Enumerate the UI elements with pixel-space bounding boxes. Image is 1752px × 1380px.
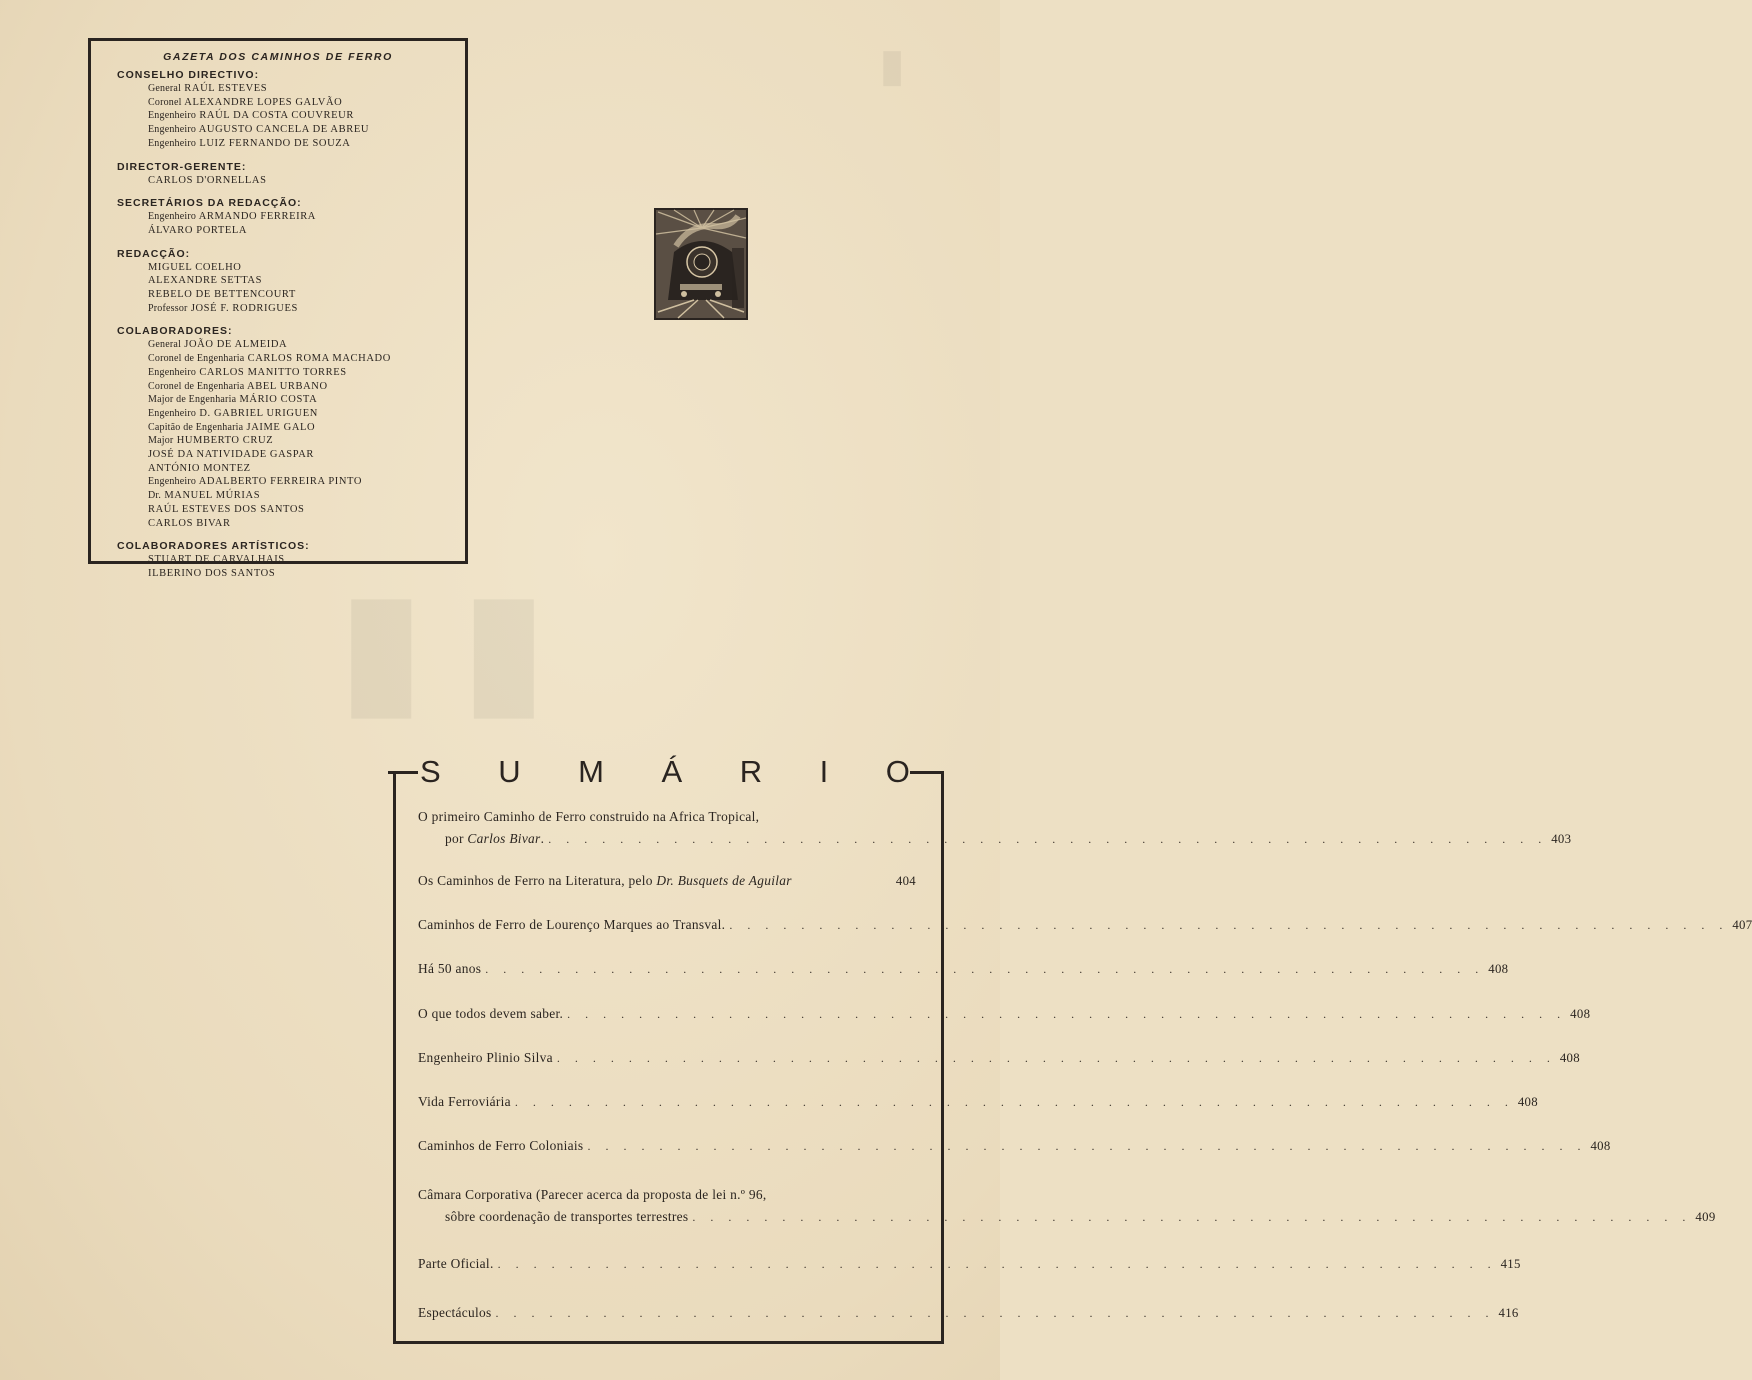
summary-entry-text: Engenheiro Plinio Silva (418, 1050, 553, 1065)
summary-entry (418, 1253, 1521, 1275)
masthead-section-heading: COLABORADORES: (117, 325, 233, 338)
masthead-person (117, 224, 465, 238)
summary-entry-author: Carlos Bivar (467, 831, 541, 846)
summary-entry (418, 914, 1752, 936)
person-name: ANTÓNIO MONTEZ (148, 462, 251, 474)
leader-dots: . . . . . . . . . . . . . . . . . . . . . . . . . . . . . . . . . . . . . . . . . . . . . . . . . . . . . . . . (485, 962, 1485, 976)
person-title: Engenheiro (148, 124, 197, 136)
person-name: STUART DE CARVALHAIS (148, 554, 285, 566)
summary-entry-text: sôbre coordenação de transportes terrestres (445, 1209, 689, 1224)
person-name: JAIME GALO (246, 421, 316, 433)
summary-entry-line (418, 914, 1752, 936)
person-title: General (148, 339, 182, 351)
masthead-person (117, 421, 465, 435)
person-title: Dr. (148, 490, 162, 502)
masthead-person (117, 553, 465, 567)
summary-entry-line (418, 1206, 1716, 1228)
masthead-person (117, 261, 465, 275)
summary-entry-line (418, 870, 916, 892)
locomotive-emblem (654, 208, 748, 320)
summary-entry-text: Caminhos de Ferro Coloniais (418, 1138, 584, 1153)
masthead-person (117, 137, 465, 151)
person-name: RAÚL ESTEVES (184, 83, 268, 94)
masthead-person (117, 407, 465, 421)
leader-dots: . . . . . . . . . . . . . . . . . . . . . . . . . . . . . . . . . . . . . . . . . . . . . . . . . . . . . . . . (514, 1095, 1514, 1109)
person-name: ILBERINO DOS SANTOS (148, 567, 276, 579)
masthead-title: GAZETA DOS CAMINHOS DE FERRO (163, 51, 393, 63)
summary-entry-line (418, 1253, 1521, 1275)
summary-page-number: 403 (1551, 832, 1572, 846)
summary-entry-author: Dr. Busquets de Aguilar (656, 873, 792, 888)
summary-entry-text: Os Caminhos de Ferro na Literatura, pelo Dr. Busquets de Aguilar (418, 873, 792, 888)
masthead-section-heading: SECRETÁRIOS DA REDACÇÃO: (117, 197, 302, 210)
person-name: CARLOS BIVAR (148, 517, 231, 529)
leader-dots: . . . . . . . . . . . . . . . . . . . . . . . . . . . . . . . . . . . . . . . . . . . . . . . . . . . . . . . . (729, 918, 1729, 932)
leader-dots: . . . . . . . . . . . . . . . . . . . . . . . . . . . . . . . . . . . . . . . . . . . . . . . . . . . . . . . . (556, 1051, 1556, 1065)
summary-entry (418, 870, 916, 892)
summary-page-number: 408 (1590, 1139, 1611, 1153)
person-name: HUMBERTO CRUZ (176, 435, 274, 447)
leader-dots: . . . . . . . . . . . . . . . . . . . . . . . . . . . . . . . . . . . . . . . . . . . . . . . . . . . . . . . . (495, 1306, 1495, 1320)
summary-entry-text: O que todos devem saber. (418, 1006, 564, 1021)
person-title: Engenheiro (148, 137, 197, 149)
person-name: CARLOS D'ORNELLAS (148, 174, 267, 186)
person-name: REBELO DE BETTENCOURT (148, 289, 296, 301)
person-name: LUIZ FERNANDO DE SOUZA (199, 137, 351, 149)
summary-heading-letter: R (739, 754, 763, 789)
summary-heading-letter: Á (661, 754, 683, 789)
summary-entry-line (418, 1135, 1611, 1157)
person-name: JOSÉ F. RODRIGUES (190, 302, 298, 314)
summary-entry (418, 1135, 1611, 1157)
person-name: JOÃO DE ALMEIDA (184, 339, 288, 351)
masthead-person (117, 274, 465, 288)
person-title: General (148, 83, 182, 94)
summary-page-number: 416 (1498, 1306, 1519, 1320)
masthead-person (117, 434, 465, 448)
summary-entry (418, 806, 1572, 850)
masthead-person (117, 338, 465, 352)
masthead-person (117, 567, 465, 581)
person-name: RAÚL ESTEVES DOS SANTOS (148, 503, 305, 515)
leader-dots: . . . . . . . . . . . . . . . . . . . . . . . . . . . . . . . . . . . . . . . . . . . . . . . . . . . . . . . . (567, 1007, 1567, 1021)
person-title: Professor (148, 302, 188, 314)
person-name: ADALBERTO FERREIRA PINTO (198, 476, 363, 488)
summary-entry-text: Espectáculos (418, 1305, 492, 1320)
summary-entry (418, 1047, 1580, 1069)
masthead-section-heading: CONSELHO DIRECTIVO: (117, 69, 260, 81)
leader-dots: . . . . . . . . . . . . . . . . . . . . . . . . . . . . . . . . . . . . . . . . . . . . . . . . . . . . . . . . (548, 832, 1548, 846)
summary-entry-line (418, 958, 1509, 980)
summary-entry-line (418, 1003, 1591, 1025)
summary-page-number: 407 (1732, 918, 1752, 932)
summary-entry-line (418, 1302, 1519, 1324)
person-title: Engenheiro (148, 211, 197, 223)
summary-entry-line (418, 828, 1572, 850)
summary-heading-letter: I (819, 754, 829, 789)
person-name: CARLOS MANITTO TORRES (199, 366, 347, 378)
summary-heading-letter: M (578, 754, 604, 789)
masthead-person (117, 109, 465, 123)
person-title: Coronel de Engenharia (148, 353, 245, 365)
person-name: ALEXANDRE SETTAS (148, 275, 263, 287)
masthead-box (88, 38, 468, 579)
summary-heading-letter: O (885, 754, 910, 789)
person-name: MIGUEL COELHO (148, 261, 242, 273)
masthead-person (117, 174, 465, 188)
person-title: Major (148, 435, 174, 447)
summary-entry-line: O primeiro Caminho de Ferro construido na Africa Tropical, (418, 809, 760, 824)
summary-page-number: 408 (1570, 1007, 1591, 1021)
summary-page-number: 409 (1695, 1210, 1716, 1224)
summary-heading-letter: U (498, 754, 521, 789)
summary-page-number: 408 (1559, 1051, 1580, 1065)
show-through-mark: ▮▮ (340, 565, 586, 731)
person-name: ABEL URBANO (247, 380, 328, 392)
person-title: Coronel (148, 96, 182, 108)
person-title: Engenheiro (148, 110, 197, 122)
summary-entry-line (418, 1047, 1580, 1069)
person-name: ÁLVARO PORTELA (148, 224, 248, 236)
person-name: ARMANDO FERREIRA (198, 211, 316, 223)
show-through-mark: ▮ (880, 41, 905, 90)
summary-heading-letter: S (420, 754, 441, 789)
person-name: RAÚL DA COSTA COUVREUR (199, 110, 354, 122)
masthead-body (117, 69, 465, 581)
summary-entry (418, 958, 1509, 980)
summary-entry-text: Caminhos de Ferro de Lourenço Marques ao Transval. (418, 917, 726, 932)
person-name: MÁRIO COSTA (239, 394, 318, 406)
masthead-person (117, 393, 465, 407)
summary-entry-text: Vida Ferroviária (418, 1094, 511, 1109)
masthead-person (117, 503, 465, 517)
person-title: Major de Engenharia (148, 394, 237, 406)
summary-page-number: 408 (1517, 1095, 1538, 1109)
masthead-person (117, 123, 465, 137)
leader-dots: . . . . . . . . . . . . . . . . . . . . . . . . . . . . . . . . . . . . . . . . . . . . . . . . . . . . . . . . (497, 1257, 1497, 1271)
summary-entry (418, 1091, 1538, 1113)
summary-entry (418, 1184, 1716, 1228)
masthead-person (117, 380, 465, 394)
person-name: ALEXANDRE LOPES GALVÃO (184, 96, 343, 108)
masthead-person (117, 462, 465, 476)
masthead-section-heading: DIRECTOR-GERENTE: (117, 160, 247, 173)
masthead-person (117, 288, 465, 302)
summary-entry-line: Câmara Corporativa (Parecer acerca da proposta de lei n.º 96, (418, 1187, 767, 1202)
masthead-section-heading: REDACÇÃO: (117, 247, 191, 260)
person-title: Engenheiro (148, 366, 197, 378)
masthead-person (117, 517, 465, 531)
summary-page-number: 404 (895, 874, 916, 888)
masthead-person (117, 352, 465, 366)
masthead-person (117, 210, 465, 224)
masthead-person (117, 489, 465, 503)
person-title: Capitão de Engenharia (148, 421, 244, 433)
person-title: Coronel de Engenharia (148, 380, 245, 392)
masthead-person (117, 82, 465, 96)
leader-dots: . . . . . . . . . . . . . . . . . . . . . . . . . . . . . . . . . . . . . . . . . . . . . . . . . . . . . . . . (692, 1210, 1692, 1224)
summary-entry (418, 1302, 1519, 1324)
summary-entry-text: Há 50 anos (418, 961, 482, 976)
summary-entry-text: Parte Oficial. (418, 1256, 494, 1271)
person-name: AUGUSTO CANCELA DE ABREU (198, 124, 370, 136)
leader-dots: . . . . . . . . . . . . . . . . . . . . . . . . . . . . . . . . . . . . . . . . . . . . . . . . . . . . . . . . (587, 1139, 1587, 1153)
summary-page-number: 408 (1488, 962, 1509, 976)
masthead-person (117, 475, 465, 489)
person-title: Engenheiro (148, 407, 197, 419)
masthead-person (117, 366, 465, 380)
person-title: Engenheiro (148, 476, 197, 488)
summary-entry (418, 1003, 1591, 1025)
summary-entry-text: por Carlos Bivar. (445, 831, 545, 846)
summary-page-number: 415 (1500, 1257, 1521, 1271)
summary-entry-line (418, 1091, 1538, 1113)
masthead-section-heading: COLABORADORES ARTÍSTICOS: (117, 540, 310, 553)
masthead-person (117, 96, 465, 110)
masthead-person (117, 302, 465, 316)
person-name: MANUEL MÚRIAS (164, 490, 261, 502)
person-name: CARLOS ROMA MACHADO (247, 353, 391, 365)
person-name: JOSÉ DA NATIVIDADE GASPAR (148, 449, 315, 461)
person-name: D. GABRIEL URIGUEN (199, 407, 318, 419)
masthead-person (117, 448, 465, 462)
